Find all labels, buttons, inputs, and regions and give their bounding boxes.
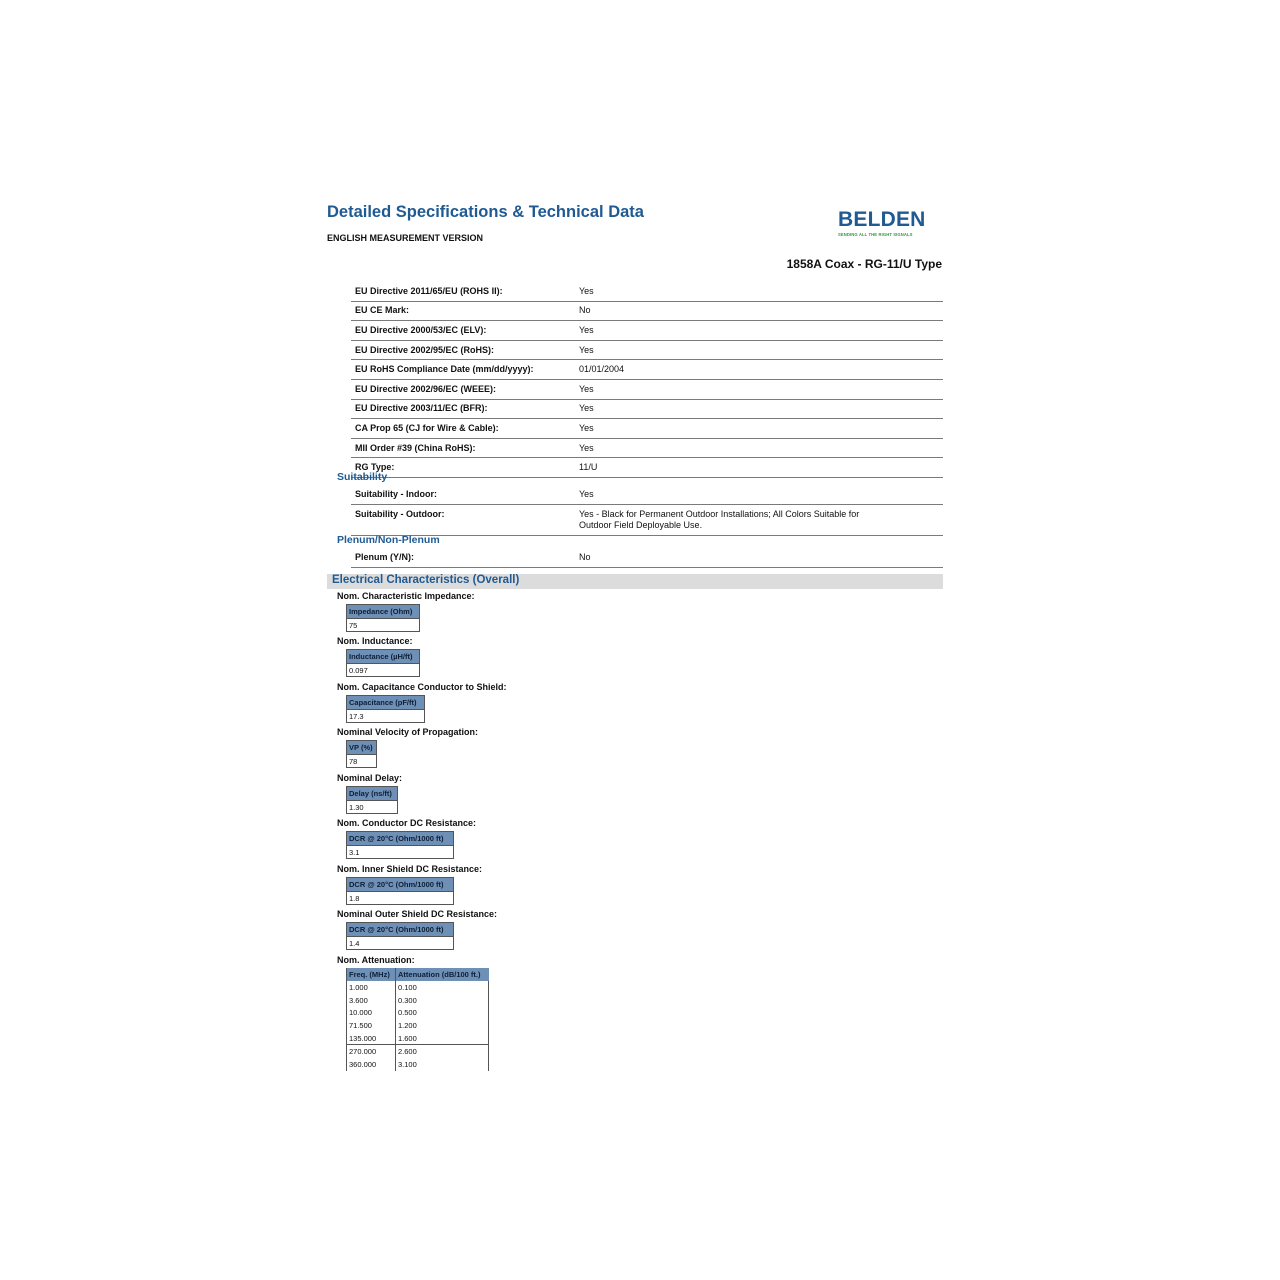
compliance-label: EU Directive 2011/65/EU (ROHS II): bbox=[355, 285, 503, 296]
table-row bbox=[347, 1058, 489, 1071]
impedance-value: 75 bbox=[347, 619, 420, 632]
velocity-label: Nominal Velocity of Propagation: bbox=[337, 727, 479, 737]
compliance-value: Yes bbox=[579, 285, 594, 296]
suitability-value: Yes bbox=[579, 488, 594, 499]
attenuation-freq: 10.000 bbox=[347, 1006, 396, 1019]
outer-shield-dcr-table bbox=[346, 922, 454, 950]
logo-wordmark: BELDEN bbox=[838, 208, 926, 231]
suitability-row bbox=[351, 505, 943, 536]
table-row bbox=[347, 1045, 489, 1058]
compliance-label: EU Directive 2002/96/EC (WEEE): bbox=[355, 383, 497, 394]
compliance-label: RG Type: bbox=[355, 462, 395, 473]
compliance-value: 01/01/2004 bbox=[579, 364, 625, 375]
compliance-value: Yes bbox=[579, 403, 594, 414]
inner-shield-dcr-table bbox=[346, 877, 454, 905]
table-row bbox=[347, 1019, 489, 1032]
compliance-value: Yes bbox=[579, 344, 594, 355]
attenuation-value: 3.100 bbox=[396, 1058, 489, 1071]
suitability-value: Yes - Black for Permanent Outdoor Installations; All Colors Suitable for Outdoor Field Deployable Use. bbox=[579, 508, 860, 530]
attenuation-value: 0.300 bbox=[396, 994, 489, 1007]
compliance-row bbox=[351, 360, 943, 380]
attenuation-value-header: Attenuation (dB/100 ft.) bbox=[396, 968, 489, 981]
outer-shield-dcr-header: DCR @ 20°C (Ohm/1000 ft) bbox=[347, 923, 454, 937]
attenuation-value: 0.500 bbox=[396, 1006, 489, 1019]
inductance-header: Inductance (µH/ft) bbox=[347, 650, 420, 664]
compliance-value: Yes bbox=[579, 324, 594, 335]
page-title: Detailed Specifications & Technical Data bbox=[327, 203, 644, 221]
compliance-label: EU Directive 2002/95/EC (RoHS): bbox=[355, 344, 495, 355]
velocity-header: VP (%) bbox=[347, 741, 377, 755]
impedance-header: Impedance (Ohm) bbox=[347, 605, 420, 619]
plenum-row bbox=[351, 548, 943, 568]
attenuation-value: 2.600 bbox=[396, 1045, 489, 1058]
compliance-row bbox=[351, 400, 943, 420]
compliance-value: Yes bbox=[579, 442, 594, 453]
electrical-section-header bbox=[327, 574, 943, 589]
compliance-row bbox=[351, 302, 943, 322]
delay-label: Nominal Delay: bbox=[337, 773, 403, 783]
inner-shield-dcr-label: Nom. Inner Shield DC Resistance: bbox=[337, 864, 483, 874]
capacitance-table bbox=[346, 695, 425, 723]
compliance-label: EU Directive 2000/53/EC (ELV): bbox=[355, 324, 487, 335]
attenuation-value: 1.200 bbox=[396, 1019, 489, 1032]
outer-shield-dcr-label: Nominal Outer Shield DC Resistance: bbox=[337, 909, 498, 919]
attenuation-value: 1.600 bbox=[396, 1032, 489, 1045]
conductor-dcr-table bbox=[346, 831, 454, 859]
compliance-row bbox=[351, 419, 943, 439]
compliance-label: EU Directive 2003/11/EC (BFR): bbox=[355, 403, 488, 414]
inductance-label: Nom. Inductance: bbox=[337, 636, 413, 646]
impedance-label: Nom. Characteristic Impedance: bbox=[337, 591, 475, 601]
velocity-table bbox=[346, 740, 377, 768]
inductance-value: 0.097 bbox=[347, 664, 420, 677]
delay-value: 1.30 bbox=[347, 801, 398, 814]
plenum-table bbox=[351, 548, 943, 568]
suitability-table bbox=[351, 485, 943, 536]
compliance-label: CA Prop 65 (CJ for Wire & Cable): bbox=[355, 422, 499, 433]
delay-table bbox=[346, 786, 398, 814]
plenum-heading: Plenum/Non-Plenum bbox=[337, 534, 440, 546]
conductor-dcr-header: DCR @ 20°C (Ohm/1000 ft) bbox=[347, 832, 454, 846]
compliance-table bbox=[351, 282, 943, 478]
compliance-row bbox=[351, 341, 943, 361]
table-row bbox=[347, 981, 489, 994]
compliance-label: EU CE Mark: bbox=[355, 305, 410, 316]
compliance-row bbox=[351, 458, 943, 478]
attenuation-freq: 135.000 bbox=[347, 1032, 396, 1045]
impedance-table bbox=[346, 604, 420, 632]
compliance-row bbox=[351, 439, 943, 459]
compliance-label: EU RoHS Compliance Date (mm/dd/yyyy): bbox=[355, 364, 534, 375]
capacitance-label: Nom. Capacitance Conductor to Shield: bbox=[337, 682, 507, 692]
suitability-heading: Suitability bbox=[337, 471, 388, 483]
capacitance-header: Capacitance (pF/ft) bbox=[347, 696, 425, 710]
delay-header: Delay (ns/ft) bbox=[347, 787, 398, 801]
attenuation-freq: 270.000 bbox=[347, 1045, 396, 1058]
plenum-value: No bbox=[579, 551, 591, 562]
table-row bbox=[347, 1032, 489, 1045]
compliance-row bbox=[351, 282, 943, 302]
table-row bbox=[347, 994, 489, 1007]
attenuation-freq-header: Freq. (MHz) bbox=[347, 968, 396, 981]
compliance-value: 11/U bbox=[579, 462, 598, 473]
product-title: 1858A Coax - RG-11/U Type bbox=[786, 257, 942, 271]
suitability-row bbox=[351, 485, 943, 505]
compliance-value: No bbox=[579, 305, 591, 316]
compliance-row bbox=[351, 380, 943, 400]
electrical-heading: Electrical Characteristics (Overall) bbox=[332, 574, 520, 586]
plenum-label: Plenum (Y/N): bbox=[355, 551, 415, 562]
outer-shield-dcr-value: 1.4 bbox=[347, 937, 454, 950]
inner-shield-dcr-value: 1.8 bbox=[347, 892, 454, 905]
compliance-row bbox=[351, 321, 943, 341]
attenuation-label: Nom. Attenuation: bbox=[337, 955, 415, 965]
belden-logo bbox=[838, 209, 930, 237]
suitability-label: Suitability - Indoor: bbox=[355, 488, 437, 499]
compliance-value: Yes bbox=[579, 422, 594, 433]
compliance-label: MII Order #39 (China RoHS): bbox=[355, 442, 476, 453]
table-row bbox=[347, 1006, 489, 1019]
attenuation-value: 0.100 bbox=[396, 981, 489, 994]
conductor-dcr-value: 3.1 bbox=[347, 846, 454, 859]
velocity-value: 78 bbox=[347, 755, 377, 768]
attenuation-freq: 3.600 bbox=[347, 994, 396, 1007]
attenuation-table bbox=[346, 968, 489, 1071]
page-subtitle: ENGLISH MEASUREMENT VERSION bbox=[327, 233, 484, 243]
attenuation-freq: 360.000 bbox=[347, 1058, 396, 1071]
logo-tagline: SENDING ALL THE RIGHT SIGNALS bbox=[838, 232, 913, 237]
conductor-dcr-label: Nom. Conductor DC Resistance: bbox=[337, 818, 477, 828]
capacitance-value: 17.3 bbox=[347, 710, 425, 723]
compliance-value: Yes bbox=[579, 383, 594, 394]
attenuation-freq: 1.000 bbox=[347, 981, 396, 994]
suitability-label: Suitability - Outdoor: bbox=[355, 508, 445, 519]
inner-shield-dcr-header: DCR @ 20°C (Ohm/1000 ft) bbox=[347, 878, 454, 892]
inductance-table bbox=[346, 649, 420, 677]
attenuation-freq: 71.500 bbox=[347, 1019, 396, 1032]
